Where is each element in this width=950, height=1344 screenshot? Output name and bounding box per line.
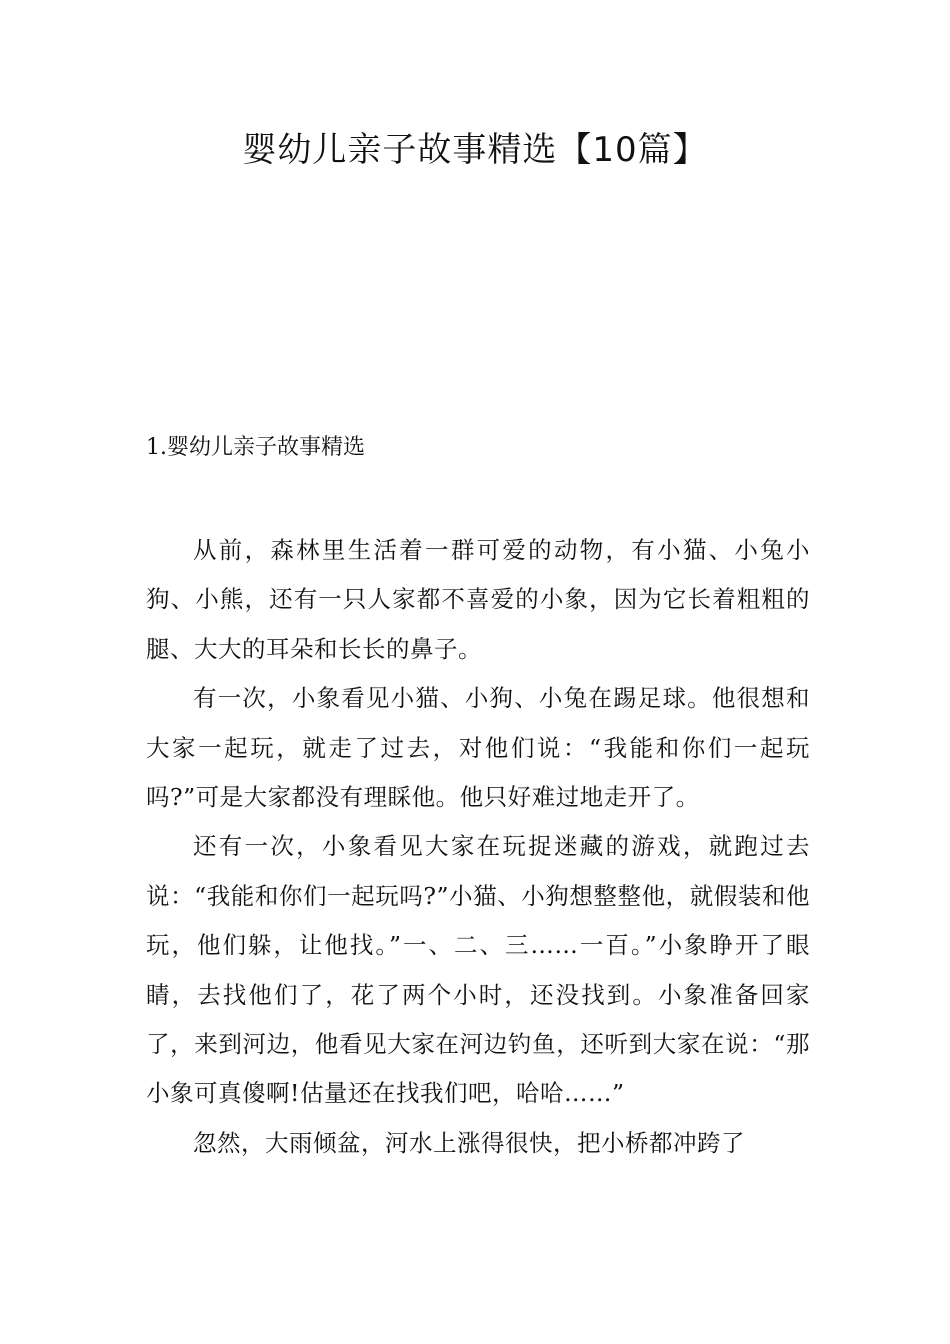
section-heading: 1.婴幼儿亲子故事精选 [146, 435, 365, 460]
document-body [146, 526, 810, 1168]
paragraph: 从前，森林里生活着一群可爱的动物，有小猫、小兔小狗、小熊，还有一只人家都不喜爱的小象，因为它长着粗粗的腿、大大的耳朵和长长的鼻子。 [146, 536, 810, 663]
document-title: 婴幼儿亲子故事精选【10篇】 [242, 130, 708, 170]
paragraph: 忽然，大雨倾盆，河水上涨得很快，把小桥都冲跨了 [193, 1128, 745, 1157]
paragraph: 有一次，小象看见小猫、小狗、小兔在踢足球。他很想和大家一起玩，就走了过去，对他们说：“我能和你们一起玩吗?”可是大家都没有理睬他。他只好难过地走开了。 [146, 684, 810, 812]
paragraph: 还有一次，小象看见大家在玩捉迷藏的游戏，就跑过去说：“我能和你们一起玩吗?”小猫、小狗想整整他，就假装和他玩，他们躲，让他找。”一、二、三……一百。”小象睁开了眼睛，去找他们了，花了两个小时，还没找到。小象准备回家了，来到河边，他看见大家在河边钓鱼，还听到大家在说：“那小象可真傻啊!估量还在找我们吧，哈哈……” [146, 832, 810, 1108]
